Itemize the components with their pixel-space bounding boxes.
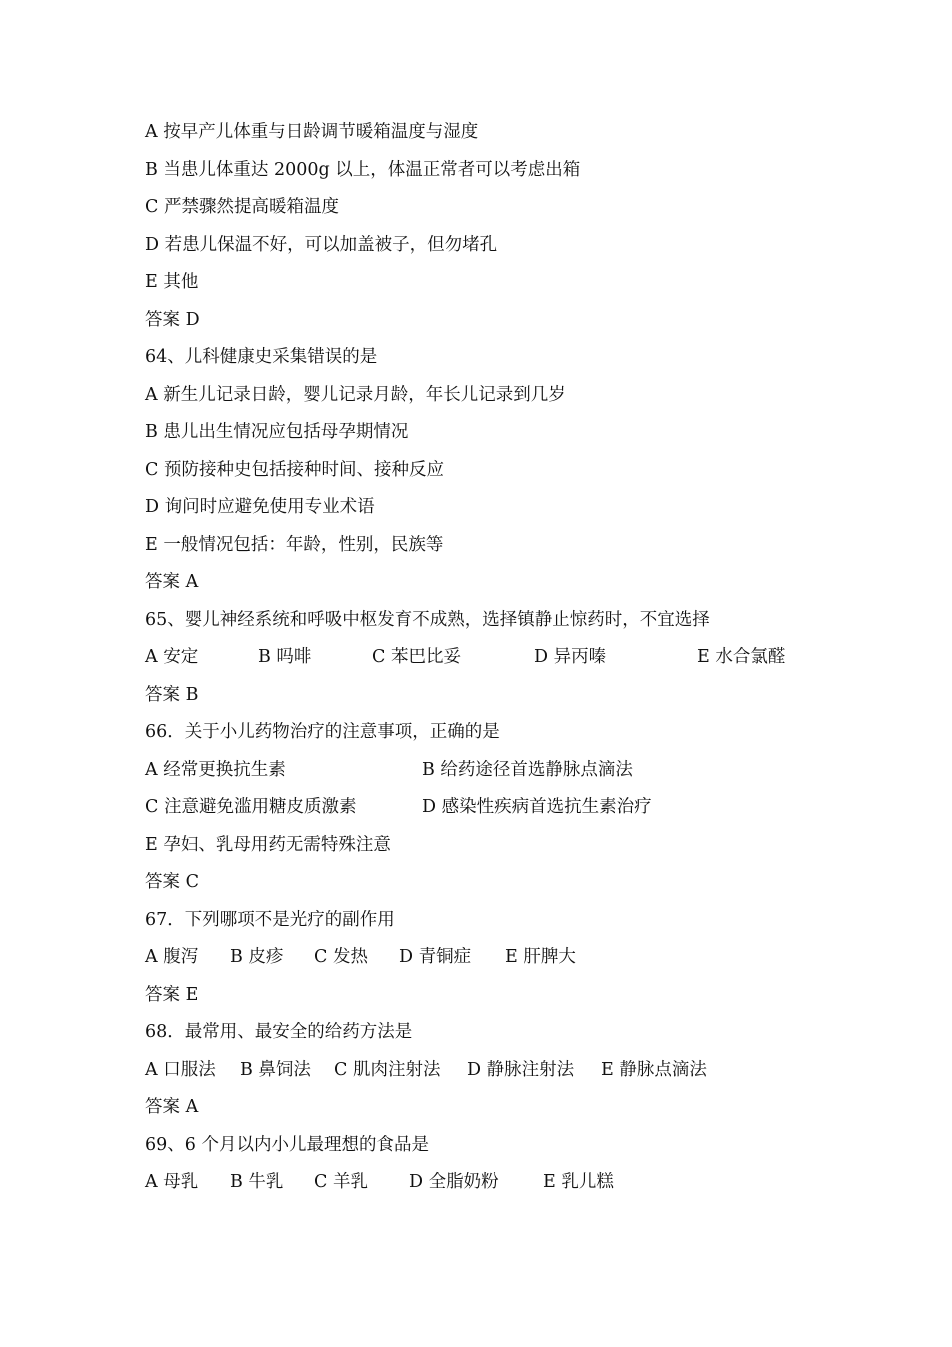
option-b: B 牛乳 [230,1172,284,1192]
option-b: B 给药途径首选静脉点滴法 [422,759,633,780]
option-e: E 一般情况包括：年龄，性别，民族等 [145,534,444,555]
page-content [145,114,845,1202]
options-row [145,789,845,827]
option-e: E 其他 [145,272,199,292]
option-d: D 询问时应避免使用专业术语 [145,497,375,517]
question-stem: 66．关于小儿药物治疗的注意事项，正确的是 [145,722,500,742]
answer-line: 答案 A [145,572,199,592]
answer-line: 答案 A [145,1097,199,1117]
answer-line: 答案 D [145,309,200,330]
option-d: D 感染性疾病首选抗生素治疗 [422,797,652,817]
option-a: A 母乳 [145,1172,199,1192]
option-e: E 孕妇、乳母用药无需特殊注意 [145,834,391,855]
option-a: A 安定 [145,647,199,667]
answer-line: 答案 B [145,684,199,705]
option-e: E 乳儿糕 [543,1172,614,1192]
option-a: A 按早产儿体重与日龄调节暖箱温度与湿度 [145,122,479,142]
option-c: C 肌肉注射法 [334,1059,441,1080]
option-b: B 吗啡 [258,647,312,667]
option-d: D 若患儿保温不好，可以加盖被子，但勿堵孔 [145,234,498,255]
answer-line: 答案 E [145,984,199,1005]
option-a: A 经常更换抗生素 [145,759,286,780]
option-c: C 苯巴比妥 [372,647,461,667]
option-c: C 羊乳 [314,1172,368,1192]
options-row [145,1164,845,1202]
option-c: C 预防接种史包括接种时间、接种反应 [145,459,444,480]
option-a: A 口服法 [145,1059,216,1080]
option-d: D 静脉注射法 [467,1059,575,1080]
option-b: B 患儿出生情况应包括母孕期情况 [145,422,409,442]
option-b: B 鼻饲法 [240,1059,311,1080]
options-row [145,639,845,677]
option-e: E 肝脾大 [505,947,576,967]
question-stem: 67．下列哪项不是光疗的副作用 [145,909,395,930]
option-e: E 水合氯醛 [697,647,786,667]
option-d: D 青铜症 [399,947,472,967]
answer-line: 答案 C [145,872,199,892]
options-row [145,1052,845,1090]
option-b: B 当患儿体重达 2000g 以上，体温正常者可以考虑出箱 [145,159,581,180]
option-b: B 皮疹 [230,947,284,967]
option-d: D 全脂奶粉 [409,1172,499,1192]
options-row [145,939,845,977]
option-c: C 注意避免滥用糖皮质激素 [145,797,357,817]
option-c: C 严禁骤然提高暖箱温度 [145,197,339,217]
question-stem: 69、6 个月以内小儿最理想的食品是 [145,1134,429,1155]
option-d: D 异丙嗪 [534,647,607,667]
question-stem: 68．最常用、最安全的给药方法是 [145,1022,413,1042]
option-a: A 新生儿记录日龄，婴儿记录月龄，年长儿记录到几岁 [145,384,566,405]
option-a: A 腹泻 [145,947,199,967]
option-e: E 静脉点滴法 [601,1059,707,1080]
question-stem: 64、儿科健康史采集错误的是 [145,347,378,367]
options-row [145,752,845,790]
question-stem: 65、婴儿神经系统和呼吸中枢发育不成熟，选择镇静止惊药时，不宜选择 [145,609,710,630]
option-c: C 发热 [314,947,368,967]
